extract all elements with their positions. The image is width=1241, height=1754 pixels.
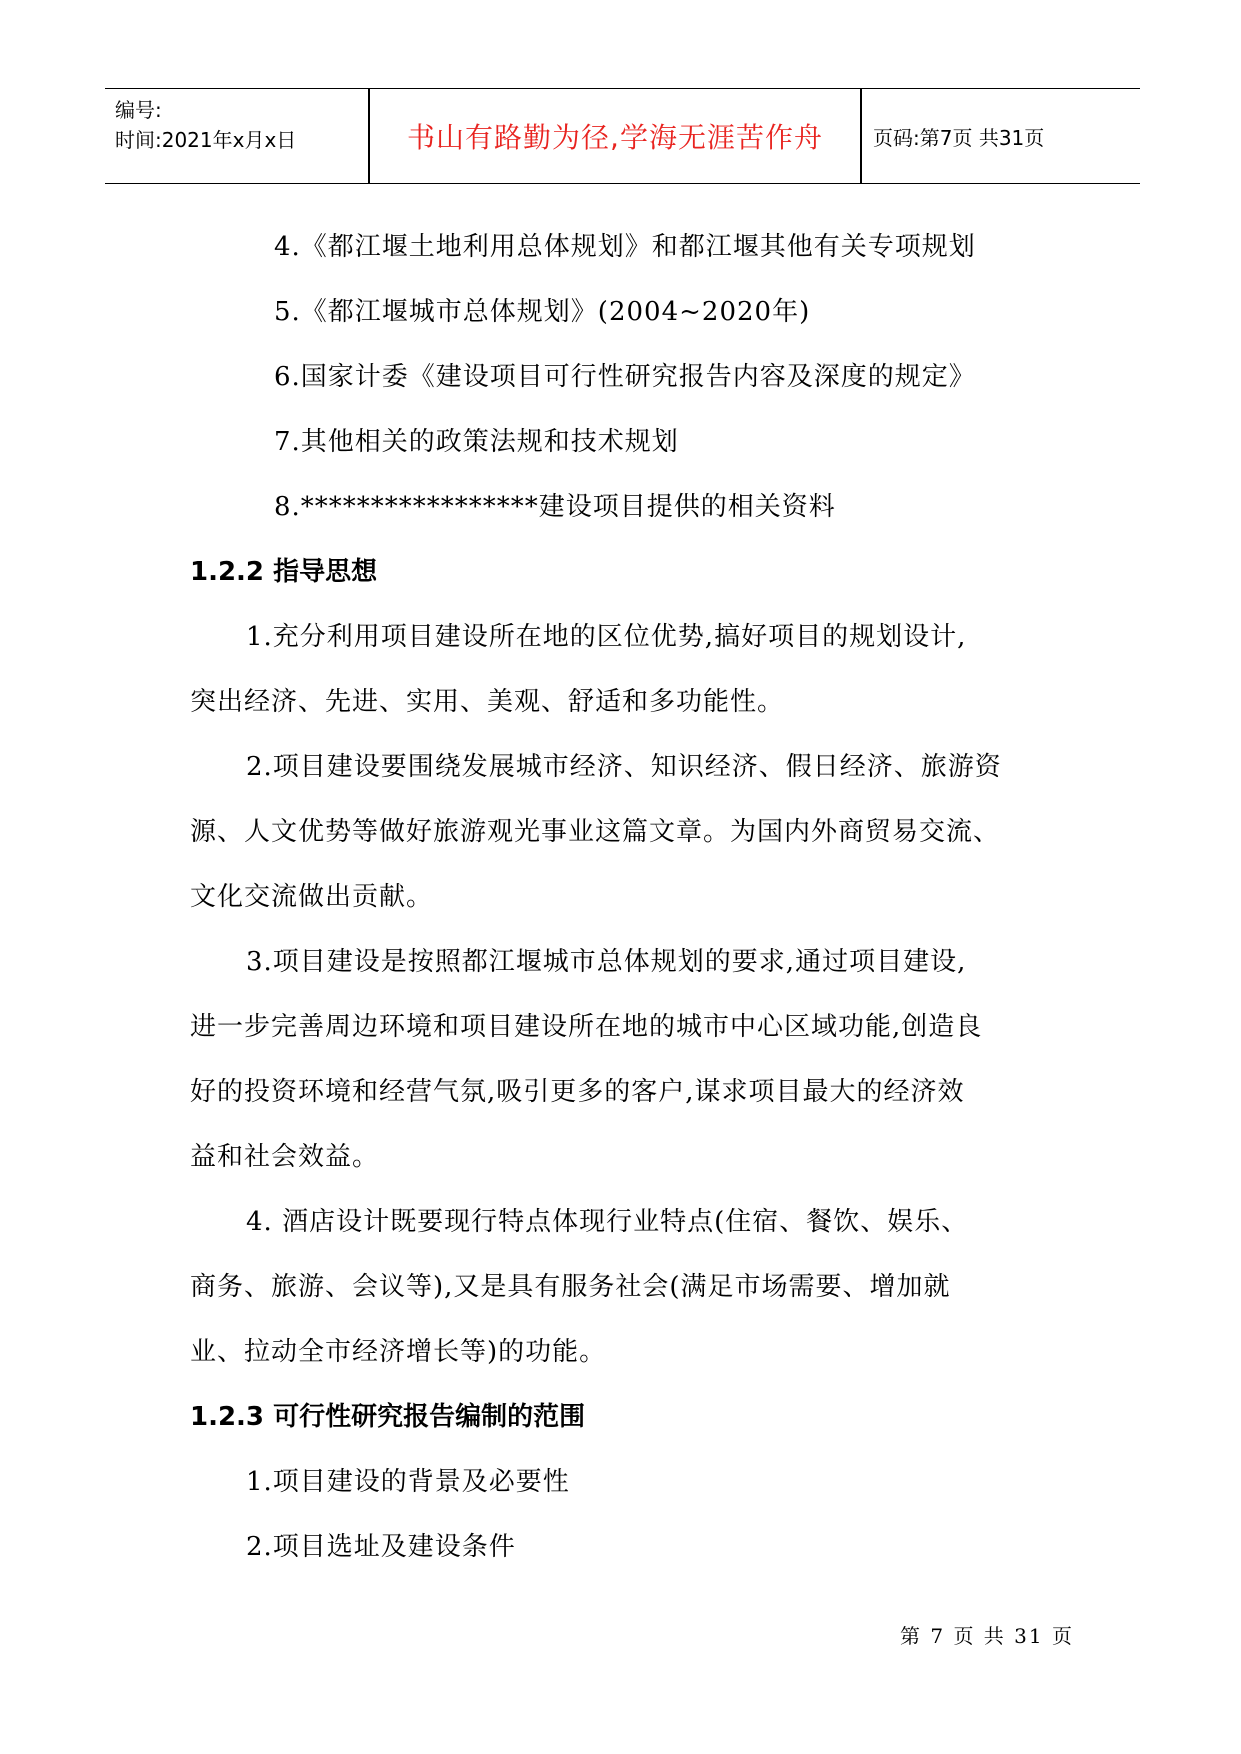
- paragraph-line: 1.充分利用项目建设所在地的区位优势,搞好项目的规划设计,: [246, 622, 967, 652]
- guide-paragraph: [190, 605, 1090, 735]
- paragraph-line: 4. 酒店设计既要现行特点体现行业特点(住宿、餐饮、娱乐、: [246, 1207, 969, 1237]
- paragraph-line: 源、人文优势等做好旅游观光事业这篇文章。为国内外商贸易交流、: [190, 817, 1001, 847]
- guide-paragraph: [190, 735, 1090, 930]
- section-heading-report-scope: 1.2.3 可行性研究报告编制的范围: [190, 1402, 586, 1432]
- page-footer-number: 第 7 页 共 31 页: [900, 1624, 1074, 1648]
- page-header: [105, 88, 1140, 184]
- paragraph-line: 突出经济、先进、实用、美观、舒适和多功能性。: [190, 687, 785, 717]
- section-heading-guiding-ideology: 1.2.2 指导思想: [190, 557, 378, 587]
- list-item: 1.项目建设的背景及必要性: [246, 1467, 570, 1497]
- header-motto: 书山有路勤为径,学海无涯苦作舟: [407, 121, 823, 154]
- paragraph-line: 业、拉动全市经济增长等)的功能。: [190, 1337, 607, 1367]
- document-number-label: 编号:: [115, 98, 162, 122]
- paragraph-line: 文化交流做出贡献。: [190, 882, 434, 912]
- paragraph-line: 益和社会效益。: [190, 1142, 380, 1172]
- header-page-number: 页码:第7页 共31页: [873, 125, 1045, 150]
- document-body: [190, 215, 1090, 1580]
- list-item: 5.《都江堰城市总体规划》(2004~2020年): [274, 297, 811, 327]
- paragraph-line: 2.项目建设要围绕发展城市经济、知识经济、假日经济、旅游资: [246, 752, 1002, 782]
- paragraph-line: 进一步完善周边环境和项目建设所在地的城市中心区域功能,创造良: [190, 1012, 983, 1042]
- paragraph-line: 好的投资环境和经营气氛,吸引更多的客户,谋求项目最大的经济效: [190, 1077, 965, 1107]
- paragraph-line: 商务、旅游、会议等),又是具有服务社会(满足市场需要、增加就: [190, 1272, 951, 1302]
- list-item: 8.*****************建设项目提供的相关资料: [274, 492, 836, 522]
- header-meta: [115, 95, 365, 155]
- paragraph-line: 3.项目建设是按照都江堰城市总体规划的要求,通过项目建设,: [246, 947, 967, 977]
- document-time-label: 时间:2021年x月x日: [115, 128, 297, 152]
- guide-paragraph: [190, 1190, 1090, 1385]
- list-item: 4.《都江堰土地利用总体规划》和都江堰其他有关专项规划: [274, 232, 976, 262]
- guide-paragraph: [190, 930, 1090, 1190]
- list-item: 2.项目选址及建设条件: [246, 1532, 516, 1562]
- list-item: 7.其他相关的政策法规和技术规划: [274, 427, 679, 457]
- header-divider: [860, 89, 862, 183]
- list-item: 6.国家计委《建设项目可行性研究报告内容及深度的规定》: [274, 362, 976, 392]
